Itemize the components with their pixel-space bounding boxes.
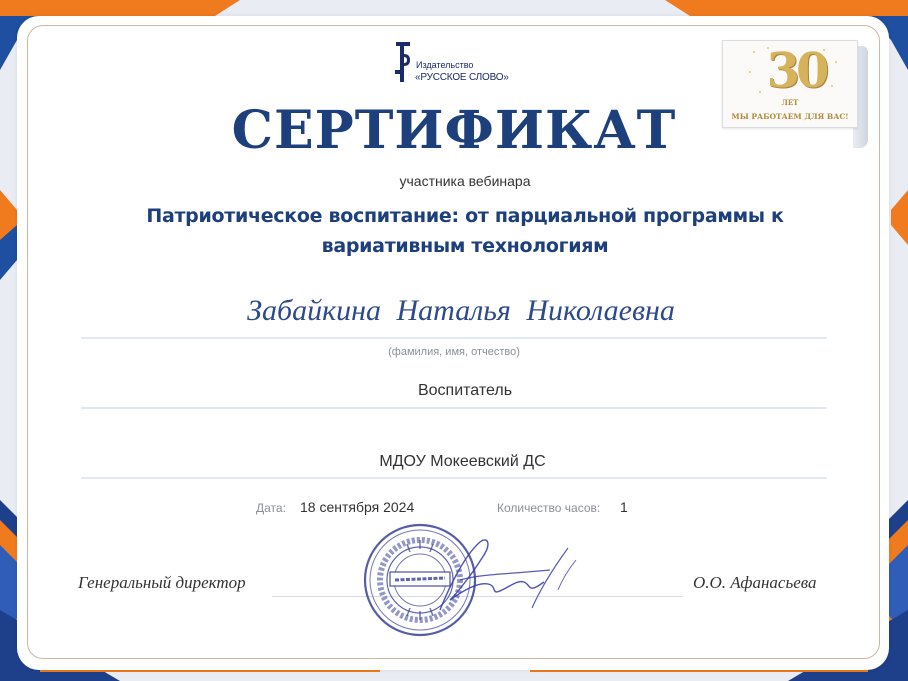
badge-motto: МЫ РАБОТАЕМ ДЛЯ ВАС! xyxy=(731,112,849,121)
hours-value: 1 xyxy=(620,499,628,515)
publisher-logo xyxy=(393,40,523,86)
participant-organization: МДОУ Мокеевский ДС xyxy=(379,453,546,470)
signatory-name: О.О. Афанасьева xyxy=(693,573,817,592)
name-underline xyxy=(81,337,827,339)
publisher-logo-icon xyxy=(393,40,413,84)
participant-name: Забайкина Наталья Николаевна xyxy=(247,294,675,327)
webinar-title: Патриотическое воспитание: от парциальной программы к вариативным технологиям xyxy=(146,205,784,257)
certificate-subtitle: участника вебинара xyxy=(399,173,531,189)
participant-position: Воспитатель xyxy=(417,382,513,399)
corner-top-left-orange xyxy=(0,0,240,16)
right-edge-orange xyxy=(891,190,908,245)
date-label: Дата: xyxy=(256,501,286,515)
name-caption: (фамилия, имя, отчество) xyxy=(388,346,520,358)
signatory-title: Генеральный директор xyxy=(78,573,246,592)
organization-underline xyxy=(81,477,827,479)
director-signature xyxy=(420,530,580,620)
publisher-label: Издательство xyxy=(416,60,474,70)
publisher-name: «РУССКОЕ СЛОВО» xyxy=(415,72,509,83)
position-underline xyxy=(81,407,827,409)
badge-years: ЛЕТ xyxy=(781,98,799,107)
badge-number: 30 xyxy=(766,43,826,99)
corner-top-right-orange xyxy=(665,0,908,16)
hours-label: Количество часов: xyxy=(497,501,601,515)
date-value: 18 сентября 2024 xyxy=(300,499,415,515)
certificate-title: СЕРТИФИКАТ xyxy=(231,100,677,161)
